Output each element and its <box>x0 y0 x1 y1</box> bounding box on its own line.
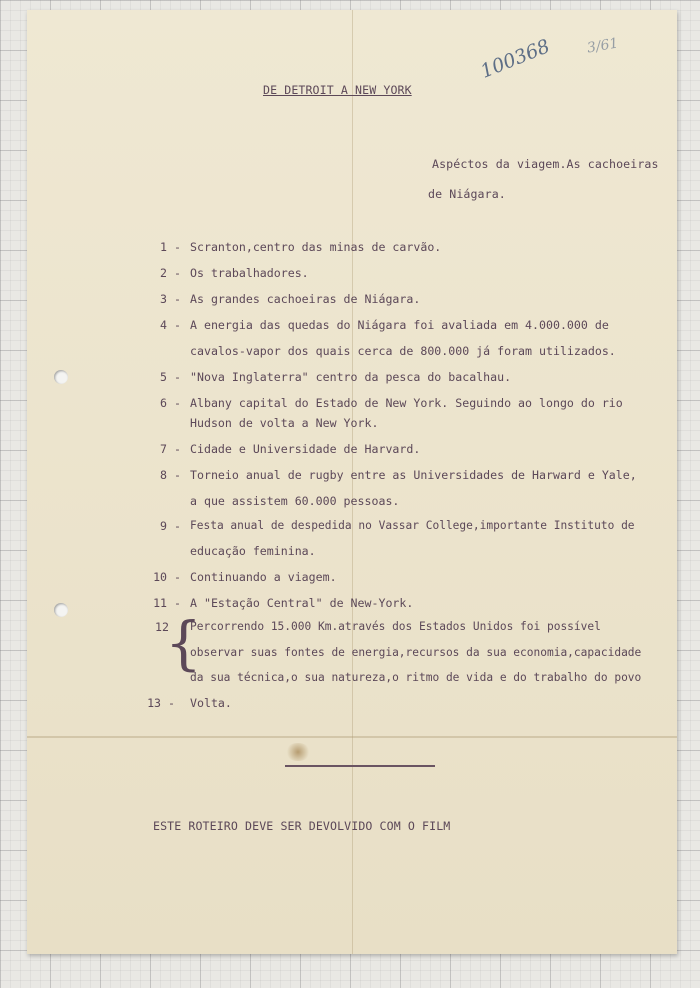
item-text-1: Scranton,centro das minas de carvão. <box>190 240 442 254</box>
item-text-12-line-1: Percorrendo 15.000 Km.através dos Estados Unidos foi possível <box>190 620 601 633</box>
document-page <box>27 10 677 954</box>
page-title: DE DETROIT A NEW YORK <box>263 83 412 97</box>
punch-hole-top <box>54 370 68 384</box>
subtitle-line-2: de Niágara. <box>428 187 506 201</box>
item-text-6-line-1: Albany capital do Estado de New York. Seguindo ao longo do rio <box>190 396 623 410</box>
item-text-12-line-3: da sua técnica,o sua natureza,o ritmo de vida e do trabalho do povo <box>190 671 642 684</box>
item-text-8-line-1: Torneio anual de rugby entre as Universidades de Harward e Yale, <box>190 468 637 482</box>
item-number-8: 8 - <box>160 468 181 482</box>
item-text-13: Volta. <box>190 696 232 710</box>
item-text-3: As grandes cachoeiras de Niágara. <box>190 292 421 306</box>
item-number-1: 1 - <box>160 240 181 254</box>
vertical-crease <box>352 10 353 954</box>
footer-note: ESTE ROTEIRO DEVE SER DEVOLVIDO COM O FILM <box>153 819 451 833</box>
item-text-4-line-1: A energia das quedas do Niágara foi avaliada em 4.000.000 de <box>190 318 609 332</box>
punch-hole-bottom <box>54 603 68 617</box>
item-text-9-line-1: Festa anual de despedida no Vassar College,importante Instituto de <box>190 519 635 532</box>
ink-stain <box>285 743 311 761</box>
item-number-11: 11 - <box>153 596 181 610</box>
subtitle-line-1: Aspéctos da viagem.As cachoeiras <box>432 157 659 171</box>
bracket-brace-icon: { <box>165 609 202 677</box>
item-number-3: 3 - <box>160 292 181 306</box>
item-number-2: 2 - <box>160 266 181 280</box>
item-text-6-line-2: Hudson de volta a New York. <box>190 416 379 430</box>
item-number-10: 10 - <box>153 570 181 584</box>
item-number-9: 9 - <box>160 519 181 533</box>
item-text-2: Os trabalhadores. <box>190 266 309 280</box>
item-number-6: 6 - <box>160 396 181 410</box>
item-text-8-line-2: a que assistem 60.000 pessoas. <box>190 494 400 508</box>
separator-rule <box>285 765 435 767</box>
item-number-5: 5 - <box>160 370 181 384</box>
item-text-7: Cidade e Universidade de Harvard. <box>190 442 421 456</box>
item-number-7: 7 - <box>160 442 181 456</box>
item-text-12-line-2: observar suas fontes de energia,recursos da sua economia,capacidade <box>190 646 642 659</box>
handwritten-archive-code-2: 3/61 <box>585 35 620 57</box>
item-text-9-line-2: educação feminina. <box>190 544 316 558</box>
item-text-10: Continuando a viagem. <box>190 570 337 584</box>
item-number-12: 12 <box>155 620 169 634</box>
item-text-4-line-2: cavalos-vapor dos quais cerca de 800.000 já foram utilizados. <box>190 344 616 358</box>
item-number-13: 13 - <box>147 696 175 710</box>
item-number-4: 4 - <box>160 318 181 332</box>
handwritten-archive-code: 100368 <box>477 35 554 83</box>
item-text-5: "Nova Inglaterra" centro da pesca do bacalhau. <box>190 370 512 384</box>
item-text-11: A "Estação Central" de New-York. <box>190 596 414 610</box>
